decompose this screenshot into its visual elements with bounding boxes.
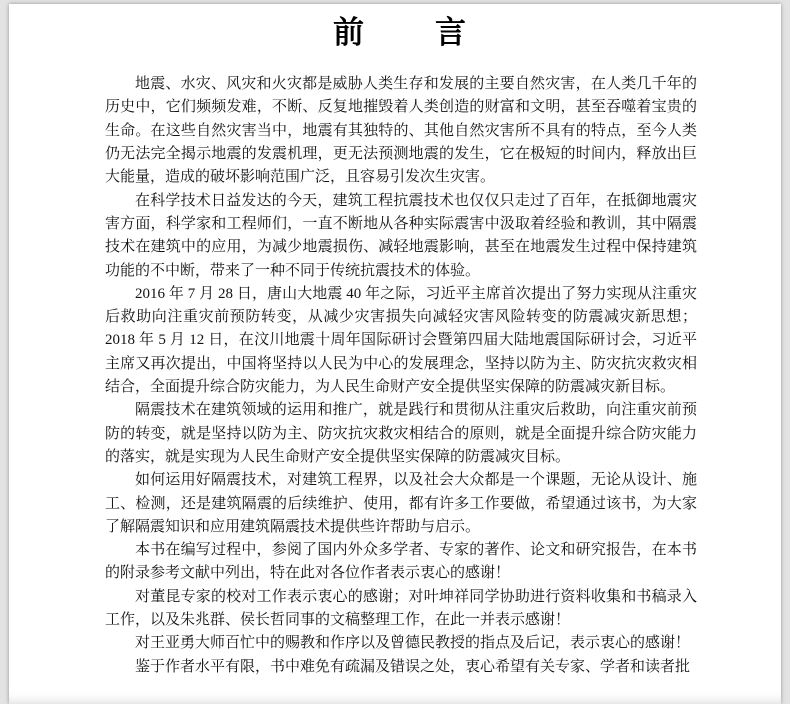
preface-paragraph: 对王亚勇大师百忙中的赐教和作序以及曾德民教授的指点及后记，表示衷心的感谢！: [135, 635, 691, 652]
preface-paragraph: 如何运用好隔震技术，对建筑工程界，以及社会大众都是一个课题，无论从设计、施工、检测，还是建筑隔震的后续维护、使用，都有许多工作要做，希望通过该书，为大家了解隔震知识和应用建筑隔震技术提供些许帮助与启示。: [105, 472, 697, 535]
page-title: 前 言: [333, 15, 469, 50]
preface-paragraph: 本书在编写过程中，参阅了国内外众多学者、专家的著作、论文和研究报告，在本书的附录参考文献中列出，特在此对各位作者表示衷心的感谢！: [105, 542, 697, 582]
preface-paragraph: 地震、水灾、风灾和火灾都是威胁人类生存和发展的主要自然灾害，在人类几千年的历史中，它们频频发难，不断、反复地摧毁着人类创造的财富和文明，甚至吞噬着宝贵的生命。在这些自然灾害当中，地震有其独特的、其他自然灾害所不具有的特点，至今人类仍无法完全揭示地震的发震机理，更无法预测地震的发生，它在极短的时间内，释放出巨大能量，造成的破坏影响范围广泛，且容易引发次生灾害。: [105, 76, 697, 186]
document-page: [9, 4, 781, 704]
preface-body: [105, 73, 697, 679]
preface-paragraph: 2016 年 7 月 28 日，唐山大地震 40 年之际，习近平主席首次提出了努力实现从注重灾后救助向注重灾前预防转变，从减少灾害损失向减轻灾害风险转变的防震减灾新思想；2018 年 5 月 12 日，在汶川地震十周年国际研讨会暨第四届大陆地震国际研讨会，习近平主席又再次提出，中国将坚持以人民为中心的发展理念，坚持以防为主、防灾抗灾救灾相结合，全面提升综合防灾能力，为人民生命财产安全提供坚实保障的防震减灾新目标。: [105, 285, 697, 396]
preface-paragraph: 鉴于作者水平有限，书中难免有疏漏及错误之处，衷心希望有关专家、学者和读者批: [135, 658, 691, 675]
preface-paragraph: 在科学技术日益发达的今天，建筑工程抗震技术也仅仅只走过了百年，在抵御地震灾害方面，科学家和工程师们，一直不断地从各种实际震害中汲取着经验和教训，其中隔震技术在建筑中的应用，为减少地震损伤、减轻地震影响，甚至在地震发生过程中保持建筑功能的不中断，带来了一种不同于传统抗震技术的体验。: [105, 192, 697, 279]
preface-paragraph: 对董昆专家的校对工作表示衷心的感谢；对叶坤祥同学协助进行资料收集和书稿录入工作，以及朱兆群、侯长哲同事的文稿整理工作，在此一并表示感谢！: [105, 588, 697, 629]
preface-paragraph: 隔震技术在建筑领域的运用和推广，就是践行和贯彻从注重灾后救助，向注重灾前预防的转变，就是坚持以防为主、防灾抗灾救灾相结合的原则，就是全面提升综合防灾能力的落实，就是实现为人民生命财产安全提供坚实保障的防震减灾目标。: [105, 402, 697, 465]
